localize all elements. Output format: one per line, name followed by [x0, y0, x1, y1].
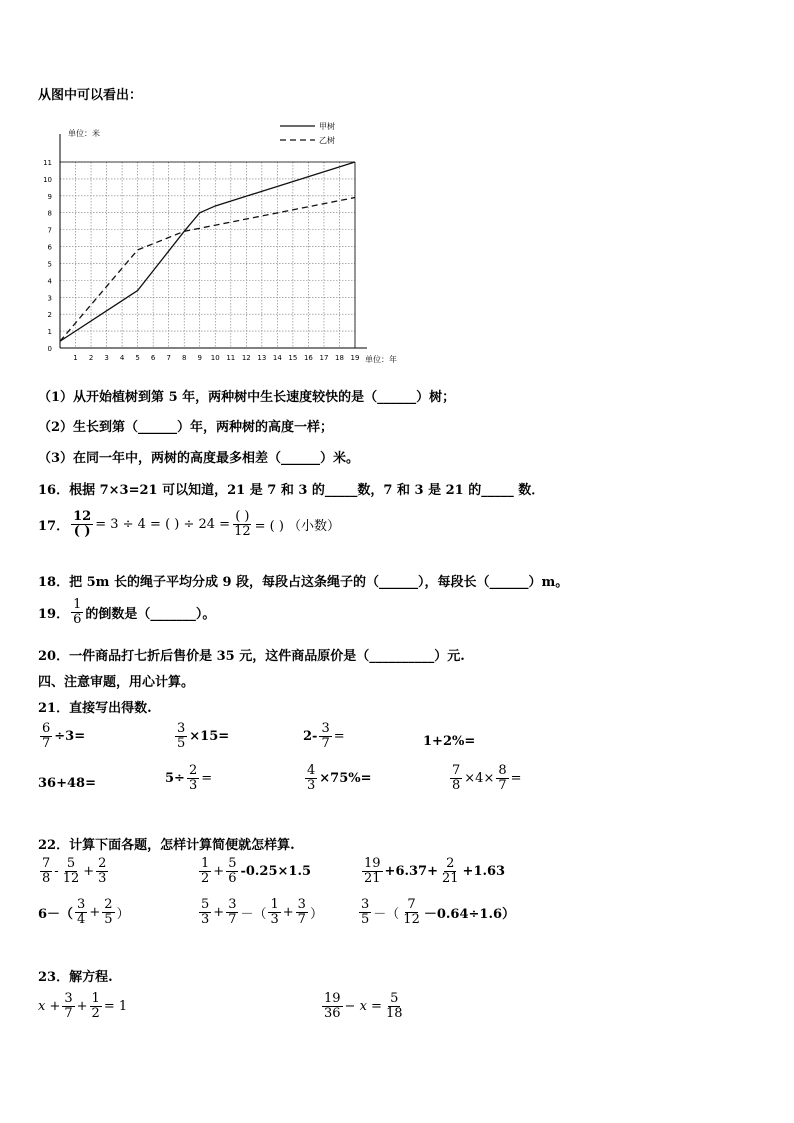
x-tick-label: 9 [197, 354, 202, 362]
x-tick-label: 1 [73, 354, 78, 362]
q19-number: 19． [38, 606, 70, 622]
q15-item-3: （3）在同一年中，两树的高度最多相差（______）米。 [38, 451, 360, 466]
q17-middle: = 3 ÷ 4 = ( ) ÷ 24 = [95, 516, 231, 532]
q21-item-f: 5÷ $\frac{2}{3}$ = [165, 763, 213, 793]
y-tick-label: 6 [47, 243, 52, 252]
q22-expr-4: 6－（ $\frac{3}{4}$ + $\frac{2}{5}$ ） [38, 897, 130, 927]
q22-expr-3: $\frac{19}{21}$ +6.37+ $\frac{2}{21}$ +1.63 [364, 856, 506, 886]
y-tick-label: 8 [47, 209, 52, 218]
x-tick-label: 19 [350, 354, 360, 362]
x-tick-label: 17 [319, 354, 329, 362]
x-tick-label: 5 [135, 354, 140, 362]
q22-title: 22．计算下面各题，怎样计算简便就怎样算. [38, 838, 295, 853]
intro-text: 从图中可以看出： [38, 88, 143, 103]
q17-fraction-1: $\frac{12}{( )}$ [73, 509, 92, 539]
question-19 [38, 598, 215, 626]
x-unit-label: 单位：年 [365, 355, 397, 364]
q21-item-d: 1+2%= [423, 734, 476, 749]
x-tick-label: 16 [303, 354, 313, 362]
x-tick-label: 2 [88, 354, 94, 362]
q21-item-c: 2- $\frac{3}{7}$ = [303, 721, 345, 751]
y-tick-label: 4 [47, 277, 52, 286]
q17-end: = ( ) （小数） [254, 518, 341, 534]
q15-item-2: （2）生长到第（______）年，两种树的高度一样； [38, 420, 334, 435]
question-17 [38, 510, 340, 538]
q15-item-1: （1）从开始植树到第 5 年，两种树中生长速度较快的是（______）树； [38, 390, 456, 405]
y-tick-label: 11 [43, 159, 52, 167]
x-tick-label: 3 [104, 354, 109, 362]
legend-label-2: 乙树 [319, 136, 335, 145]
q21-title: 21．直接写出得数. [38, 701, 152, 716]
q21-item-g: $\frac{4}{3}$ ×75%= [307, 763, 372, 793]
y-tick-label: 9 [47, 192, 52, 201]
q22-expr-2: $\frac{1}{2}$ + $\frac{5}{6}$ -0.25×1.5 [201, 856, 312, 886]
x-tick-label: 10 [210, 354, 220, 362]
x-tick-label: 6 [150, 354, 156, 362]
x-tick-label: 15 [288, 354, 298, 362]
x-tick-label: 7 [166, 354, 171, 362]
q22-expr-5: $\frac{5}{3}$ + $\frac{3}{7}$ －（ $\frac{1}{3}$ + $\frac{3}{7}$ ） [201, 897, 323, 927]
x-tick-label: 4 [119, 354, 125, 362]
q23-equation-1: x + $\frac{3}{7}$ + $\frac{1}{2}$ = 1 [38, 991, 128, 1021]
q21-item-b: $\frac{3}{5}$ ×15= [177, 721, 230, 751]
q19-fraction: $\frac{1}{6}$ [73, 597, 82, 627]
q22-expr-6: $\frac{3}{5}$ －（ $\frac{7}{12}$ －0.64÷1.6） [361, 897, 516, 927]
section-4-heading: 四、注意审题，用心计算。 [38, 675, 195, 690]
y-tick-label: 7 [47, 226, 52, 235]
x-tick-label: 13 [257, 354, 267, 362]
y-tick-label: 10 [43, 175, 52, 184]
question-16: 16．根据 7×3=21 可以知道，21 是 7 和 3 的_____数，7 和 3 是 21 的_____ 数． [38, 483, 545, 498]
q21-item-a: $\frac{6}{7}$ ÷3= [42, 721, 86, 751]
x-tick-label: 18 [335, 354, 344, 362]
y-unit-label: 单位：米 [68, 129, 100, 138]
x-tick-label: 12 [241, 354, 251, 362]
q22-expr-1: $\frac{7}{8}$ - $\frac{5}{12}$ + $\frac{2}{3}$ [42, 856, 107, 886]
y-tick-label: 0 [47, 345, 52, 353]
q21-item-e: 36+48= [38, 776, 96, 791]
x-tick-label: 8 [181, 354, 187, 362]
question-20: 20．一件商品打七折后售价是 35 元，这件商品原价是（__________）元. [38, 649, 465, 664]
question-18: 18．把 5m 长的绳子平均分成 9 段，每段占这条绳子的（______），每段长（______）m。 [38, 575, 569, 590]
q17-number: 17． [38, 518, 70, 534]
q21-item-h: $\frac{7}{8}$ ×4× $\frac{8}{7}$ = [452, 763, 522, 793]
growth-line-chart [30, 112, 410, 372]
x-tick-label: 11 [226, 354, 236, 362]
series-line-2 [60, 198, 355, 342]
y-tick-label: 2 [47, 311, 52, 320]
x-tick-label: 14 [272, 354, 282, 362]
q19-text: 的倒数是（_______）。 [85, 606, 216, 622]
q17-fraction-2: $\frac{( )}{12}$ [234, 509, 251, 539]
y-tick-label: 1 [47, 328, 52, 337]
q23-equation-2: $\frac{19}{36}$ − x = $\frac{5}{18}$ [324, 991, 403, 1021]
q23-title: 23．解方程. [38, 970, 113, 985]
y-tick-label: 5 [47, 260, 52, 269]
y-tick-label: 3 [47, 294, 52, 303]
legend-label-1: 甲树 [319, 122, 335, 131]
